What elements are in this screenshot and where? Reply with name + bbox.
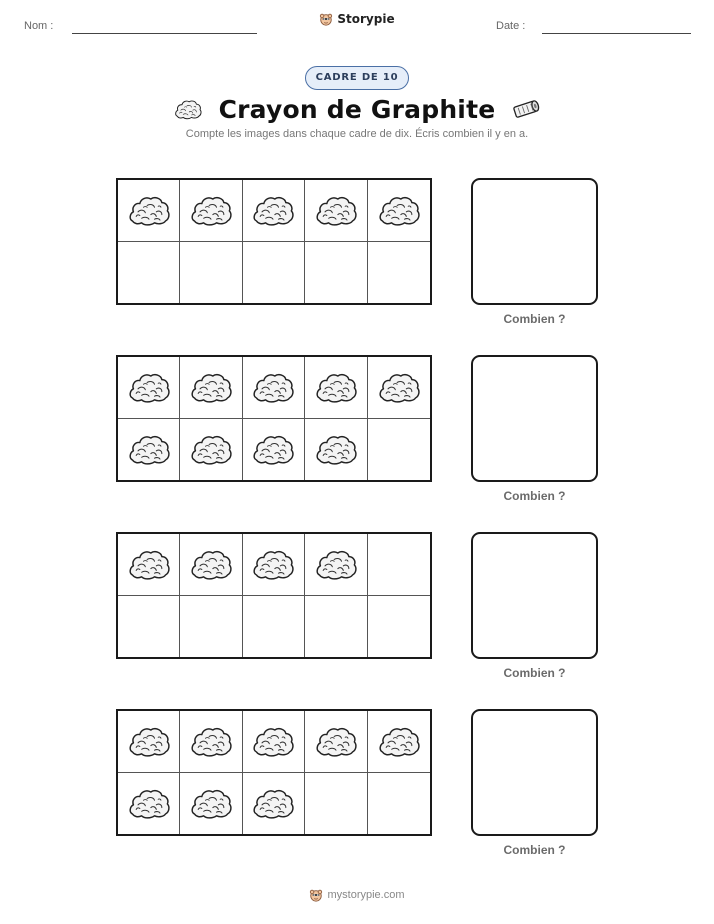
answer-box[interactable] [471, 532, 598, 659]
badge-container [0, 66, 714, 90]
name-line[interactable] [72, 33, 257, 34]
frame-cell [243, 357, 305, 419]
frame-cell [243, 180, 305, 242]
ten-frame [116, 532, 432, 659]
storypie-mascot-icon [309, 888, 323, 902]
graphite-rock-icon [189, 430, 233, 468]
frame-cell [118, 773, 180, 835]
page-title: Crayon de Graphite [218, 94, 496, 124]
graphite-rock-icon [251, 545, 295, 583]
graphite-rock-icon [377, 368, 421, 406]
frame-cell [180, 596, 242, 658]
frame-cell [180, 180, 242, 242]
frame-cell [180, 773, 242, 835]
graphite-rock-icon [127, 368, 171, 406]
frame-cell [305, 711, 367, 773]
date-label: Date : [496, 20, 526, 32]
frame-cell [368, 180, 430, 242]
graphite-rock-icon [251, 191, 295, 229]
frame-cell [118, 534, 180, 596]
graphite-rock-icon [251, 722, 295, 760]
footer [0, 888, 714, 902]
graphite-rock-icon [127, 191, 171, 229]
frame-cell [118, 357, 180, 419]
frame-cell [180, 419, 242, 481]
frame-cell [305, 596, 367, 658]
ten-frame [116, 709, 432, 836]
frame-cell [243, 711, 305, 773]
frame-cell [118, 596, 180, 658]
title-row [0, 90, 714, 128]
graphite-rock-icon [251, 368, 295, 406]
frame-cell [305, 357, 367, 419]
frame-cell [118, 711, 180, 773]
frame-cell [305, 773, 367, 835]
frame-cell [118, 180, 180, 242]
frame-cell [180, 357, 242, 419]
answer-label: Combien ? [503, 489, 566, 503]
answer-label: Combien ? [503, 843, 566, 857]
ten-frame [116, 355, 432, 482]
graphite-rock-icon [127, 430, 171, 468]
brand-logo [0, 12, 714, 26]
graphite-rock-icon [189, 191, 233, 229]
graphite-rock-icon [251, 430, 295, 468]
frame-cell [368, 596, 430, 658]
frame-cell [368, 242, 430, 304]
frame-cell [305, 242, 367, 304]
footer-url: mystorypie.com [327, 889, 405, 901]
answer-box[interactable] [471, 709, 598, 836]
frame-cell [305, 180, 367, 242]
name-label: Nom : [24, 20, 54, 32]
pencil-lead-icon [511, 97, 541, 121]
frame-cell [368, 357, 430, 419]
graphite-rock-icon [314, 191, 358, 229]
graphite-rock-icon [314, 722, 358, 760]
frame-cell [243, 242, 305, 304]
frame-cell [305, 534, 367, 596]
answer-box[interactable] [471, 178, 598, 305]
instructions: Compte les images dans chaque cadre de dix. Écris combien il y en a. [185, 128, 529, 140]
frame-cell [368, 773, 430, 835]
graphite-rock-icon [189, 545, 233, 583]
ten-frame [116, 178, 432, 305]
frame-cell [368, 534, 430, 596]
storypie-mascot-icon [319, 12, 333, 26]
graphite-rock-icon [127, 545, 171, 583]
graphite-rock-icon [314, 430, 358, 468]
graphite-rock-icon [127, 784, 171, 822]
graphite-rock-icon [377, 722, 421, 760]
frame-cell [243, 773, 305, 835]
answer-label: Combien ? [503, 666, 566, 680]
frame-cell [243, 596, 305, 658]
frame-cell [243, 534, 305, 596]
graphite-rock-icon [189, 722, 233, 760]
date-line[interactable] [542, 33, 691, 34]
category-badge: CADRE DE 10 [305, 66, 410, 90]
frame-cell [180, 711, 242, 773]
graphite-rock-icon [173, 97, 203, 121]
frame-cell [180, 534, 242, 596]
graphite-rock-icon [189, 784, 233, 822]
frame-cell [368, 419, 430, 481]
frame-cell [243, 419, 305, 481]
frame-cell [180, 242, 242, 304]
brand-name: Storypie [337, 12, 395, 26]
frame-cell [368, 711, 430, 773]
frame-cell [118, 242, 180, 304]
graphite-rock-icon [377, 191, 421, 229]
graphite-rock-icon [189, 368, 233, 406]
graphite-rock-icon [251, 784, 295, 822]
answer-box[interactable] [471, 355, 598, 482]
graphite-rock-icon [127, 722, 171, 760]
frame-cell [305, 419, 367, 481]
answer-label: Combien ? [503, 312, 566, 326]
graphite-rock-icon [314, 368, 358, 406]
graphite-rock-icon [314, 545, 358, 583]
frame-cell [118, 419, 180, 481]
